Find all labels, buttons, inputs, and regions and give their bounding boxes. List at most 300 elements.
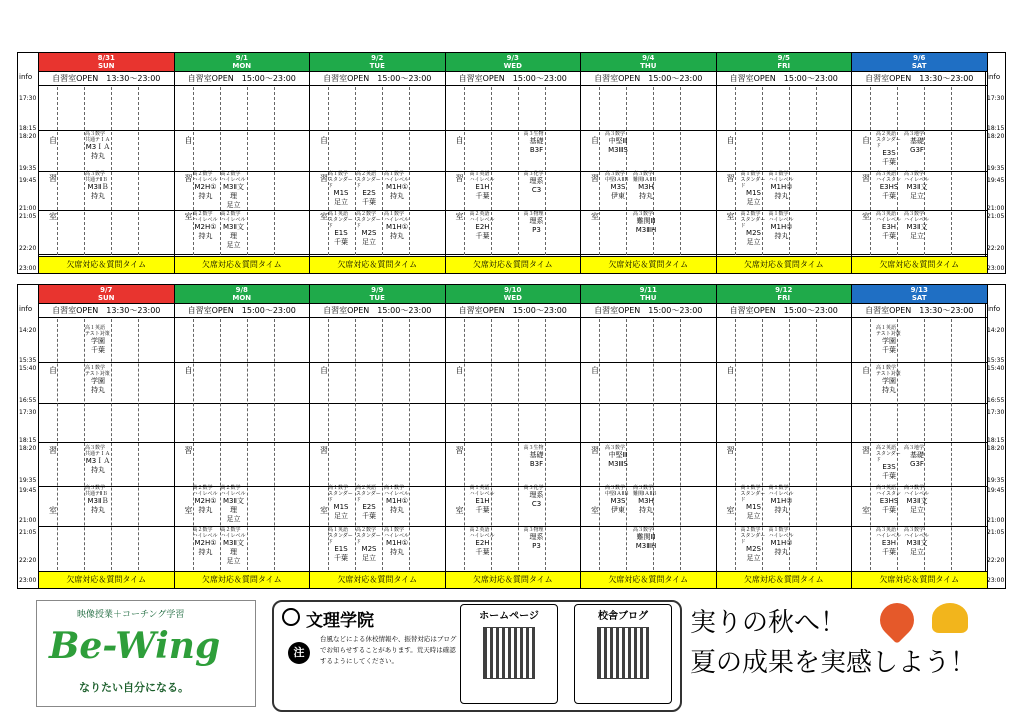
class-grade-subject: 高１数学 [384,211,405,217]
class-level: ハイレベル [904,533,930,539]
class-grade-subject: 高２英語 [356,171,377,177]
slot-divider [310,130,445,131]
day-column-fri [717,285,853,588]
class-teacher: 足立 [226,201,241,209]
time-label: 14:20 [19,327,37,334]
slot-divider [39,210,174,211]
class-code: M1H② [770,183,793,191]
class-grade-subject: 高２英語 [876,131,897,137]
class-level: スタンダード [740,491,766,503]
slot-divider [446,403,581,404]
day-column-mon [175,285,311,588]
self-study-label: 自 [320,136,328,145]
class-grade-subject: 高１英語 [469,485,490,491]
bewing-logo-box [36,600,256,707]
time-label: 16:55 [987,397,1005,404]
class-level: ハイレベル [469,533,495,539]
sub-column-divider [382,87,383,255]
class-block [384,527,410,557]
day-date: 9/6 [913,54,926,62]
class-level: 難関ⅠＡⅡＢ [633,177,657,183]
class-level: ハイレベル [384,533,410,539]
class-grade-subject: 高３数学 [633,171,654,177]
class-grade-subject: 高１数学 [740,171,761,177]
sub-column-divider [735,87,736,255]
class-teacher: 足立 [910,192,924,200]
class-level: スタンダード [740,177,766,189]
self-study-label: 自 [726,136,735,145]
class-grade-subject: 高３物理 [523,527,544,533]
sub-column-divider [870,87,871,255]
class-block [876,131,902,167]
time-label: 19:35 [987,477,1005,484]
class-teacher: 持丸 [390,506,404,514]
open-hours: 自習室OPEN 13:30～23:00 [852,305,987,318]
class-code: M2S [746,545,761,553]
class-block [85,171,111,201]
time-label: 21:00 [19,205,37,212]
class-grade-subject: 高１英語 [85,325,106,331]
homepage-qr[interactable] [460,604,558,704]
class-grade-subject: 高３生物 [523,131,544,137]
class-block [904,527,930,557]
class-level: ハイレベル [192,533,218,539]
day-name: WED [503,62,522,70]
sub-column-divider [247,319,248,570]
slot-divider [446,486,581,487]
class-grade-subject: 高３英語 [876,171,897,177]
class-block [85,131,111,161]
self-study-label: 自 [49,136,57,145]
class-code: M2H① [194,223,217,231]
class-grade-subject: 高２数学 [192,171,213,177]
slot-divider [175,254,310,255]
day-header [446,53,581,72]
info-label: info [19,73,33,81]
slot-divider [175,403,310,404]
self-study-label: 自 [49,366,57,375]
slot-divider [39,403,174,404]
class-block [193,171,219,201]
class-grade-subject: 高３英語 [876,485,897,491]
sub-column-divider [735,319,736,570]
time-label: 15:35 [19,357,37,364]
day-name: TUE [369,62,385,70]
class-block [876,527,902,557]
class-grade-subject: 高２英語 [356,485,377,491]
class-teacher: 足立 [910,506,924,514]
class-teacher: 持丸 [91,152,105,160]
class-block [524,131,550,155]
day-name: THU [640,294,657,302]
class-code: M3Ⅱ文 [906,223,928,231]
class-level: ハイレベル [220,533,246,539]
class-grade-subject: 高３数学 [85,131,106,137]
self-study-label: 自 [184,366,193,375]
day-header [310,53,445,72]
class-teacher: C3 [531,500,542,508]
day-header [310,285,445,304]
class-grade-subject: 高３数学 [605,171,626,177]
class-level: 共通テⅡＢ [85,177,108,183]
question-time-footer: 欠席対応＆質問タイム [581,256,716,273]
class-block [524,171,550,195]
time-label: 17:30 [987,409,1005,416]
open-hours: 自習室OPEN 15:00～23:00 [717,305,852,318]
slot-divider [310,254,445,255]
class-code: M3Ⅱ文理 [223,497,244,514]
class-grade-subject: 高３数学 [904,485,925,491]
class-block [384,211,410,241]
slot-divider [39,362,174,363]
time-column-left [18,285,39,588]
class-code: M3Ⅱ文理 [223,223,244,240]
class-teacher: 持丸 [774,232,789,240]
class-teacher: 千葉 [334,238,348,246]
slot-divider [581,362,716,363]
slot-divider [717,403,852,404]
day-header [39,285,174,304]
class-teacher: B3F [529,146,544,154]
class-grade-subject: 高３地学 [904,131,925,137]
class-teacher: 千葉 [91,346,105,354]
class-teacher: P3 [532,226,541,234]
class-level: 難関ⅠＡⅡＢ [633,491,657,497]
day-date: 9/10 [504,286,522,294]
class-teacher: 持丸 [390,192,404,200]
sub-column-divider [599,87,600,255]
day-column-sun [39,285,175,588]
class-teacher: 足立 [362,554,376,562]
class-grade-subject: 高３化学 [523,485,544,491]
time-label: 22:20 [19,557,37,564]
day-name: THU [640,62,657,70]
self-study-label: 自 [320,366,328,375]
class-block [876,325,902,355]
class-grade-subject: 高３英語 [876,211,897,217]
slot-divider [852,254,987,255]
class-teacher: 千葉 [882,346,896,354]
open-hours: 自習室OPEN 13:30～23:00 [852,73,987,86]
class-grade-subject: 高２数学 [740,527,761,533]
day-header [581,53,716,72]
class-level: ハイレベル [768,533,794,539]
day-column-thu [581,285,717,588]
class-grade-subject: 高３英語 [876,527,897,533]
class-grade-subject: 高１英語 [328,211,349,217]
self-study-label: 自 [455,366,464,375]
class-block [221,211,247,250]
class-level: スタンダード [356,533,381,545]
question-time-footer: 欠席対応＆質問タイム [446,256,581,273]
question-time-footer: 欠席対応＆質問タイム [310,256,445,273]
class-code: 中堅Ⅲ [608,451,628,459]
class-level: ハイレベル [469,491,495,497]
self-study-label: 室 [455,506,464,515]
class-teacher: 足立 [362,238,376,246]
day-name: SAT [911,62,927,70]
question-time-footer: 欠席対応＆質問タイム [310,571,445,588]
class-block [633,171,659,201]
class-level: スタンダード [328,491,353,503]
class-code: M1H② [770,223,793,231]
class-grade-subject: 高２数学 [740,211,761,217]
class-grade-subject: 高１数学 [768,485,789,491]
class-teacher: P3 [532,542,541,550]
class-teacher: 足立 [334,198,348,206]
class-teacher: 足立 [746,512,761,520]
class-teacher: 持丸 [774,548,789,556]
class-code: M1H② [770,539,793,547]
class-code: M1S [746,189,761,197]
day-header [852,53,987,72]
class-grade-subject: 高１数学 [876,365,897,371]
class-grade-subject: 高１数学 [384,485,405,491]
class-level: ハイレベル [192,217,218,223]
slot-divider [717,130,852,131]
self-study-label: 習 [320,174,328,183]
class-code: M1S [333,503,349,511]
class-level: スタンダード [740,533,766,545]
slot-divider [310,403,445,404]
class-level: ハイレベル [904,217,930,223]
time-label: 23:00 [19,265,37,272]
class-teacher: 足立 [226,241,241,249]
class-level: ハイレベル [768,491,794,497]
slot-divider [446,171,581,172]
question-time-footer: 欠席対応＆質問タイム [39,571,174,588]
time-label: 18:15 [987,125,1005,132]
self-study-label: 室 [591,506,599,515]
slot-divider [717,442,852,443]
self-study-label: 自 [184,136,193,145]
class-grade-subject: 高３物理 [523,211,544,217]
self-study-label: 室 [726,506,735,515]
class-grade-subject: 高１数学 [768,211,789,217]
time-label: 18:15 [19,125,37,132]
class-block [328,485,354,521]
day-date: 9/8 [235,286,248,294]
time-label: 18:20 [19,445,37,452]
class-teacher: 持丸 [774,506,789,514]
class-code: M1H① [385,539,409,547]
class-grade-subject: 高１英語 [876,325,897,331]
self-study-label: 室 [726,212,735,221]
slot-divider [852,362,987,363]
class-block [904,211,930,241]
class-code: E3HS [879,183,899,191]
class-teacher: M3ⅢH [635,226,657,234]
day-header [717,53,852,72]
class-code: 基礎 [529,451,544,459]
bunri-notice-box [272,600,682,712]
time-label: 19:35 [987,165,1005,172]
question-time-footer: 欠席対応＆質問タイム [175,571,310,588]
sub-column-divider [111,319,112,570]
day-date: 9/11 [639,286,657,294]
class-grade-subject: 高１数学 [740,485,761,491]
question-time-footer: 欠席対応＆質問タイム [717,571,852,588]
class-teacher: B3F [529,460,544,468]
class-level: ハイスタン [876,177,901,183]
class-grade-subject: 高３数学 [904,211,925,217]
class-code: M3Ⅱ文 [906,539,928,547]
class-grade-subject: 高２数学 [192,211,213,217]
time-label: 19:45 [19,177,37,184]
open-hours: 自習室OPEN 15:00～23:00 [310,305,445,318]
question-time-footer: 欠席対応＆質問タイム [717,256,852,273]
class-code: M3ⅡＢ [87,183,109,191]
homepage-qr-title: ホームページ [479,611,539,622]
class-teacher: 持丸 [639,506,653,514]
class-block [876,171,902,201]
class-block [384,171,410,201]
time-label: 19:35 [19,477,37,484]
class-code: E1H [475,183,490,191]
class-block [85,325,111,355]
class-grade-subject: 高３数学 [633,211,654,217]
slot-divider [446,254,581,255]
day-column-wed [446,285,582,588]
class-code: E2H [475,223,490,231]
qr-code-icon [597,627,649,679]
class-level: ハイレベル [220,491,246,497]
day-name: SUN [97,62,115,70]
class-block [193,527,219,557]
class-teacher: 足立 [746,554,761,562]
open-hours: 自習室OPEN 15:00～23:00 [175,305,310,318]
class-grade-subject: 高３数学 [633,527,654,533]
slot-divider [310,362,445,363]
class-block [605,445,631,469]
class-block [741,211,767,247]
class-block [769,211,795,241]
class-code: E3S [882,149,896,157]
class-level: ハイレベル [876,217,902,223]
day-column-fri [717,53,853,273]
class-code: M3H [638,183,654,191]
time-label: 21:05 [19,213,37,220]
class-code: E2H [475,539,490,547]
day-header [852,285,987,304]
class-block [633,527,659,551]
class-code: 理系 [529,217,544,225]
day-name: FRI [777,62,791,70]
self-study-label: 自 [455,136,464,145]
blog-qr[interactable] [574,604,672,704]
class-level: ハイレベル [384,491,410,497]
self-study-label: 自 [591,366,599,375]
class-code: E1H [475,497,490,505]
class-level: スタンダード [328,533,353,545]
class-teacher: M3ⅢH [635,542,657,550]
self-study-label: 習 [726,446,735,455]
class-grade-subject: 高２英語 [469,527,490,533]
class-block [904,131,930,155]
day-column-tue [310,53,446,273]
class-block [769,527,795,557]
slot-divider [581,442,716,443]
bottom-banner [0,597,1024,717]
day-name: WED [503,294,522,302]
time-label: 19:45 [987,487,1005,494]
class-block [356,485,382,521]
slot-divider [581,254,716,255]
time-label: 22:20 [987,557,1005,564]
bunri-title: 文理学院 [306,611,374,631]
day-column-wed [446,53,582,273]
sub-column-divider [680,87,681,255]
class-level: テスト対策 [85,371,110,377]
class-grade-subject: 高１数学 [768,171,789,177]
class-level: テスト対策 [876,371,901,377]
day-name: SAT [911,294,927,302]
sub-column-divider [951,87,952,255]
class-code: E3S [882,463,896,471]
time-label: 21:05 [19,529,37,536]
open-hours: 自習室OPEN 15:00～23:00 [446,305,581,318]
class-block [633,485,659,515]
class-teacher: 伊東 [611,506,625,514]
time-label: 21:00 [19,517,37,524]
class-code: M3Ⅱ文理 [223,183,244,200]
class-block [605,485,631,515]
time-label: 15:40 [19,365,37,372]
time-label: 18:15 [19,437,37,444]
class-block [356,171,382,207]
class-grade-subject: 高１数学 [328,171,349,177]
class-teacher: 持丸 [882,386,896,394]
class-block [328,171,354,207]
class-teacher: 千葉 [362,512,376,520]
bewing-tagline: 映像授業＋コーチング学習 [77,610,185,620]
class-teacher: 足立 [910,548,924,556]
day-name: MON [232,294,252,302]
class-block [876,445,902,481]
ginkgo-leaf-icon [932,603,968,633]
day-date: 9/12 [775,286,793,294]
class-level: スタンダード [356,177,381,189]
open-hours: 自習室OPEN 15:00～23:00 [581,305,716,318]
sub-column-divider [382,319,383,570]
notice-badge: 注 [288,642,310,664]
question-time-footer: 欠席対応＆質問タイム [175,256,310,273]
class-block [328,211,354,247]
day-date: 9/7 [100,286,113,294]
sub-column-divider [464,319,465,570]
class-code: M3ＩＡ [85,457,111,465]
class-code: E3H [881,539,897,547]
open-hours: 自習室OPEN 15:00～23:00 [446,73,581,86]
slot-divider [175,130,310,131]
sub-column-divider [57,87,58,255]
question-time-footer: 欠席対応＆質問タイム [39,256,174,273]
sub-column-divider [951,319,952,570]
class-grade-subject: 高２英語 [469,211,490,217]
class-code: 学園 [91,337,105,345]
time-label: 23:00 [987,577,1005,584]
slot-divider [446,442,581,443]
class-level: スタンダード [328,217,353,229]
class-code: M3ⅡＢ [87,497,109,505]
slot-divider [175,442,310,443]
slot-divider [717,254,852,255]
class-grade-subject: 高３数学 [85,485,106,491]
class-teacher: C3 [531,186,542,194]
self-study-label: 室 [862,212,870,221]
class-block [384,485,410,515]
time-label: 23:00 [19,577,37,584]
